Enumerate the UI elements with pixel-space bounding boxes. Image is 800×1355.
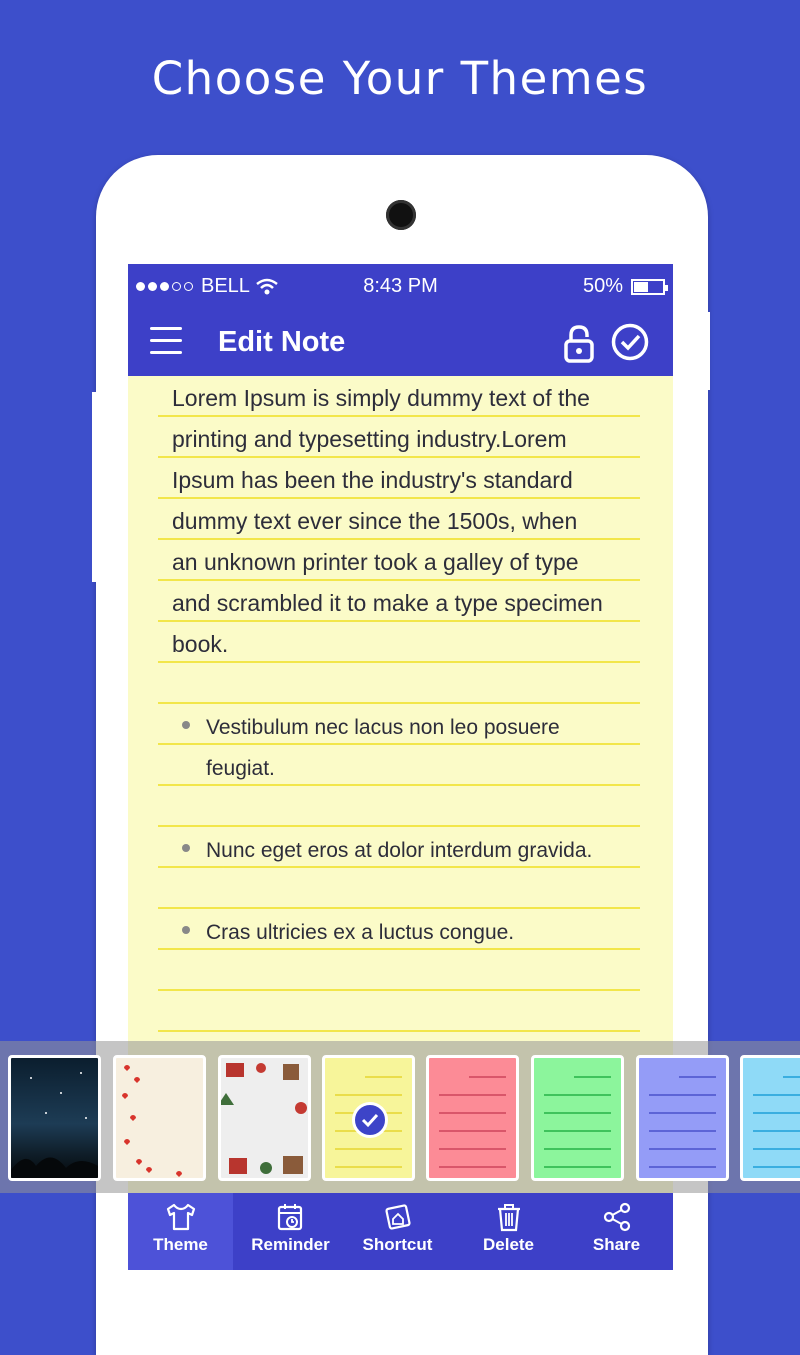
theme-rule-line bbox=[753, 1148, 800, 1150]
theme-rule-line bbox=[649, 1166, 716, 1168]
nav-share[interactable] bbox=[560, 1193, 673, 1270]
battery-icon bbox=[631, 279, 665, 295]
home-shortcut-icon bbox=[382, 1201, 414, 1233]
theme-rule-line bbox=[574, 1076, 611, 1078]
theme-thumb-green-lined[interactable] bbox=[531, 1055, 624, 1181]
theme-rule-line bbox=[649, 1094, 716, 1096]
shirt-icon bbox=[165, 1201, 197, 1233]
theme-rule-line bbox=[335, 1094, 402, 1096]
theme-rule-line bbox=[439, 1166, 506, 1168]
note-line-empty bbox=[158, 991, 640, 1032]
nav-label: Delete bbox=[482, 1235, 535, 1254]
note-line bbox=[158, 417, 640, 458]
note-line bbox=[158, 376, 640, 417]
theme-rule-line bbox=[335, 1166, 402, 1168]
note-text: an unknown printer took a galley of type bbox=[172, 549, 579, 575]
calendar-alarm-icon bbox=[275, 1201, 307, 1233]
note-line bbox=[158, 622, 640, 663]
theme-rule-line bbox=[439, 1112, 506, 1114]
theme-rule-line bbox=[649, 1112, 716, 1114]
bullet-line bbox=[158, 745, 640, 786]
menu-icon[interactable] bbox=[150, 327, 182, 357]
note-line bbox=[158, 581, 640, 622]
nav-delete[interactable] bbox=[457, 1193, 560, 1270]
nav-label: Share bbox=[592, 1235, 641, 1254]
bullet-text: Vestibulum nec lacus non leo posuere bbox=[206, 716, 560, 739]
note-text: book. bbox=[172, 631, 229, 657]
theme-rule-line bbox=[649, 1130, 716, 1132]
nav-label: Reminder bbox=[251, 1235, 330, 1254]
theme-thumb-blue-lined[interactable] bbox=[740, 1055, 800, 1181]
note-text: printing and typesetting industry.Lorem bbox=[172, 426, 567, 452]
theme-rule-line bbox=[544, 1112, 611, 1114]
nav-label: Theme bbox=[153, 1235, 208, 1254]
bullet-text: Cras ultricies ex a luctus congue. bbox=[206, 921, 515, 944]
note-line-empty bbox=[158, 868, 640, 909]
trash-icon bbox=[493, 1201, 525, 1233]
front-camera bbox=[386, 200, 416, 230]
theme-rule-line bbox=[544, 1130, 611, 1132]
note-text: and scrambled it to make a type specimen bbox=[172, 590, 603, 616]
nav-label: Shortcut bbox=[362, 1235, 433, 1254]
note-content[interactable] bbox=[158, 376, 640, 1032]
status-bar bbox=[128, 264, 673, 310]
theme-thumb-christmas[interactable] bbox=[218, 1055, 311, 1181]
theme-rule-line bbox=[544, 1148, 611, 1150]
phone-side-button-left bbox=[92, 392, 100, 582]
theme-rule-line bbox=[753, 1130, 800, 1132]
theme-thumb-night-sky[interactable] bbox=[8, 1055, 101, 1181]
bottom-nav bbox=[128, 1193, 673, 1270]
bullet-text: Nunc eget eros at dolor interdum gravida. bbox=[206, 839, 593, 862]
note-text: Ipsum has been the industry's standard bbox=[172, 467, 573, 493]
theme-picker bbox=[0, 1041, 800, 1193]
lock-icon[interactable] bbox=[562, 324, 596, 364]
theme-rule-line bbox=[783, 1076, 800, 1078]
selected-check-icon bbox=[352, 1102, 388, 1138]
check-circle-icon[interactable] bbox=[610, 322, 650, 362]
phone-side-button-right bbox=[700, 312, 710, 390]
theme-rule-line bbox=[439, 1148, 506, 1150]
nav-reminder[interactable] bbox=[233, 1193, 348, 1270]
theme-rule-line bbox=[753, 1166, 800, 1168]
theme-thumb-hearts[interactable] bbox=[113, 1055, 206, 1181]
note-line bbox=[158, 540, 640, 581]
theme-rule-line bbox=[753, 1094, 800, 1096]
bullet-dot bbox=[182, 721, 190, 729]
bullet-dot bbox=[182, 844, 190, 852]
theme-rule-line bbox=[439, 1094, 506, 1096]
theme-rule-line bbox=[649, 1148, 716, 1150]
note-text: Lorem Ipsum is simply dummy text of the bbox=[172, 385, 590, 411]
theme-thumb-red-lined[interactable] bbox=[426, 1055, 519, 1181]
status-time: 8:43 PM bbox=[363, 275, 438, 297]
theme-rule-line bbox=[335, 1148, 402, 1150]
theme-rule-line bbox=[469, 1076, 506, 1078]
theme-rule-line bbox=[679, 1076, 716, 1078]
note-line bbox=[158, 458, 640, 499]
share-icon bbox=[601, 1201, 633, 1233]
theme-rule-line bbox=[544, 1094, 611, 1096]
page-title: Edit Note bbox=[218, 326, 346, 358]
theme-rule-line bbox=[753, 1112, 800, 1114]
status-right bbox=[583, 275, 665, 298]
theme-thumb-yellow-lined[interactable] bbox=[322, 1055, 415, 1181]
nav-theme[interactable] bbox=[128, 1193, 233, 1270]
app-bar bbox=[128, 310, 673, 376]
bullet-dot bbox=[182, 926, 190, 934]
bullet-line bbox=[158, 909, 640, 950]
theme-rule-line bbox=[544, 1166, 611, 1168]
theme-rule-line bbox=[439, 1130, 506, 1132]
battery-percent: 50% bbox=[582, 275, 623, 297]
note-line-empty bbox=[158, 950, 640, 991]
nav-shortcut[interactable] bbox=[338, 1193, 457, 1270]
note-text: dummy text ever since the 1500s, when bbox=[172, 508, 578, 534]
theme-rule-line bbox=[365, 1076, 402, 1078]
note-line-empty bbox=[158, 663, 640, 704]
carrier-name: BELL bbox=[201, 275, 250, 297]
bullet-line bbox=[158, 827, 640, 868]
headline: Choose Your Themes bbox=[151, 52, 649, 105]
theme-thumb-purple-lined[interactable] bbox=[636, 1055, 729, 1181]
bullet-line bbox=[158, 704, 640, 745]
note-line-empty bbox=[158, 786, 640, 827]
bullet-text: feugiat. bbox=[206, 757, 275, 780]
note-line bbox=[158, 499, 640, 540]
